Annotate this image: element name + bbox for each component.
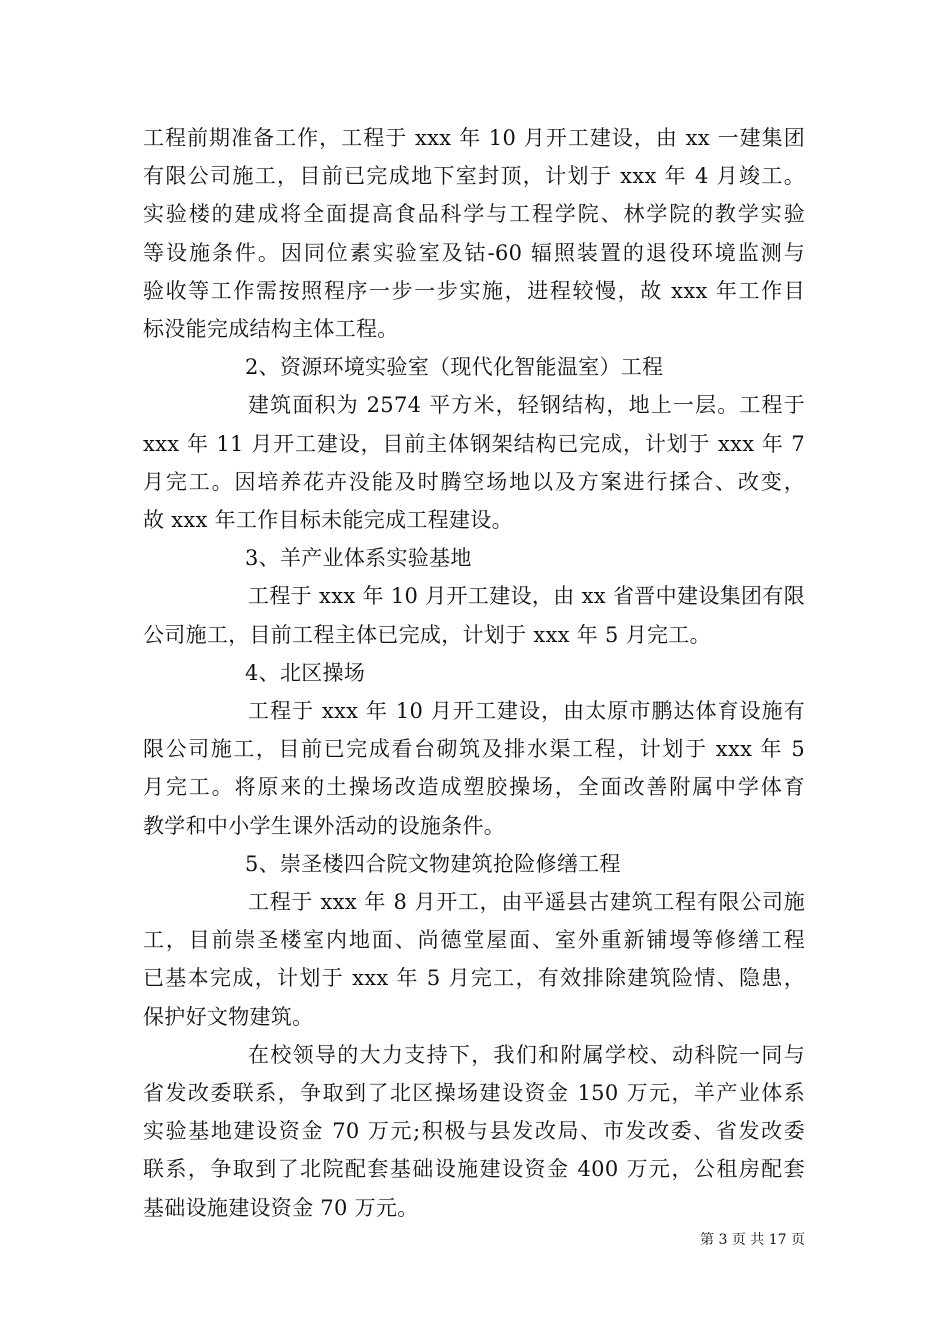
text-line: 验收等工作需按照程序一步一步实施，进程较慢，故 xxx 年工作目 (143, 278, 805, 303)
text-line: 等设施条件。因同位素实验室及钴-60 辐照装置的退役环境监测与 (143, 240, 805, 265)
text-line: 已基本完成，计划于 xxx 年 5 月完工，有效排除建筑险情、隐患， (143, 966, 805, 991)
text-line: xxx 年 11 月开工建设，目前主体钢架结构已完成，计划于 xxx 年 7 (143, 431, 805, 456)
text-line: 4、北区操场 (245, 660, 366, 685)
text-line: 联系，争取到了北院配套基础设施建设资金 400 万元，公租房配套 (143, 1157, 805, 1182)
text-line: 故 xxx 年工作目标未能完成工程建设。 (143, 508, 513, 532)
text-line: 公司施工，目前工程主体已完成，计划于 xxx 年 5 月完工。 (143, 622, 711, 647)
text-line: 限公司施工，目前已完成看台砌筑及排水渠工程，计划于 xxx 年 5 (143, 737, 805, 762)
text-line: 建筑面积为 2574 平方米，轻钢结构，地上一层。工程于 (248, 393, 805, 418)
text-line: 工程于 xxx 年 10 月开工建设，由太原市鹏达体育设施有 (248, 699, 805, 723)
text-line: 2、资源环境实验室（现代化智能温室）工程 (245, 355, 664, 380)
text-line: 工程于 xxx 年 10 月开工建设，由 xx 省晋中建设集团有限 (248, 584, 805, 609)
text-line: 省发改委联系，争取到了北区操场建设资金 150 万元，羊产业体系 (143, 1081, 805, 1105)
page-number: 第 3 页 共 17 页 (700, 1232, 805, 1248)
text-line: 工程于 xxx 年 8 月开工，由平遥县古建筑工程有限公司施 (248, 890, 805, 914)
text-line: 在校领导的大力支持下，我们和附属学校、动科院一同与 (248, 1042, 805, 1067)
text-line: 标没能完成结构主体工程。 (143, 317, 399, 341)
text-line: 3、羊产业体系实验基地 (245, 546, 472, 571)
text-line: 月完工。将原来的土操场改造成塑胶操场，全面改善附属中学体育 (143, 775, 805, 800)
text-line: 实验基地建设资金 70 万元;积极与县发改局、市发改委、省发改委 (143, 1119, 805, 1144)
text-line: 有限公司施工，目前已完成地下室封顶，计划于 xxx 年 4 月竣工。 (143, 164, 805, 189)
text-line: 基础设施建设资金 70 万元。 (143, 1195, 419, 1220)
text-line: 教学和中小学生课外活动的设施条件。 (143, 813, 506, 838)
text-line: 工程前期准备工作，工程于 xxx 年 10 月开工建设，由 xx 一建集团 (143, 126, 805, 150)
text-line: 实验楼的建成将全面提高食品科学与工程学院、林学院的教学实验 (143, 202, 805, 227)
text-line: 5、崇圣楼四合院文物建筑抢险修缮工程 (245, 851, 621, 876)
text-line: 保护好文物建筑。 (143, 1004, 314, 1029)
text-line: 工，目前崇圣楼室内地面、尚德堂屋面、室外重新铺墁等修缮工程 (143, 928, 805, 953)
text-line: 月完工。因培养花卉没能及时腾空场地以及方案进行揉合、改变， (143, 469, 805, 494)
